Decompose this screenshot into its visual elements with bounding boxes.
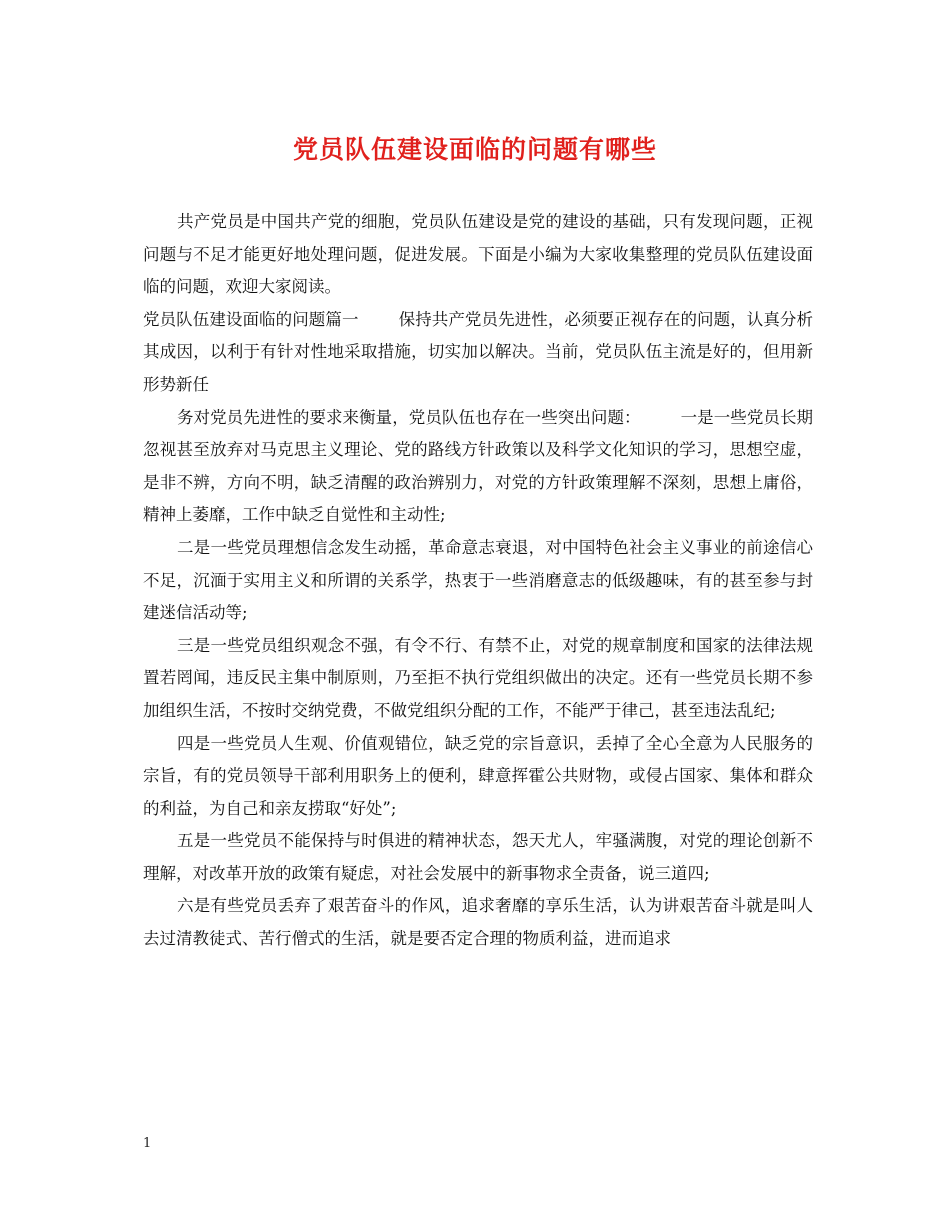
page-number: 1 (143, 1136, 152, 1151)
paragraph-problem-four: 四是一些党员人生观、价值观错位，缺乏党的宗旨意识，丢掉了全心全意为人民服务的宗旨，有的党员领导干部利用职务上的便利，肆意挥霍公共财物，或侵占国家、集体和群众的利益，为自己和亲友捞取“好处”; (143, 733, 813, 818)
paragraph-problem-two: 二是一些党员理想信念发生动摇，革命意志衰退，对中国特色社会主义事业的前途信心不足，沉湎于实用主义和所谓的关系学，热衷于一些消磨意志的低级趣味，有的甚至参与封建迷信活动等; (143, 537, 813, 623)
section-label: 党员队伍建设面临的问题篇一 (143, 309, 359, 329)
document-title: 党员队伍建设面临的问题有哪些 (292, 135, 657, 164)
section-one-text: 保持共产党员先进性，必须要正视存在的问题，认真分析其成因，以利于有针对性地采取措施，切实加以解决。当前，党员队伍主流是好的，但用新形势新任 (143, 309, 814, 394)
paragraph-problems-intro (143, 402, 813, 532)
document-body (143, 206, 813, 956)
paragraph-problem-three: 三是一些党员组织观念不强，有令不行、有禁不止，对党的规章制度和国家的法律法规置若罔闻，违反民主集中制原则，乃至拒不执行党组织做出的决定。还有一些党员长期不参加组织生活，不按时交纳党费，不做党组织分配的工作，不能严于律己，甚至违法乱纪; (143, 635, 813, 720)
problem-one-text: 一是一些党员长期忽视甚至放弃对马克思主义理论、党的路线方针政策以及科学文化知识的学习，思想空虚，是非不辨，方向不明，缺乏清醒的政治辨别力，对党的方针政策理解不深刻，思想上庸俗，精神上萎靡，工作中缺乏自觉性和主动性; (143, 407, 814, 525)
paragraph-problem-five: 五是一些党员不能保持与时俱进的精神状态，怨天尤人，牢骚满腹，对党的理论创新不理解，对改革开放的政策有疑虑，对社会发展中的新事物求全责备，说三道四; (143, 831, 813, 883)
paragraph-problem-six: 六是有些党员丢弃了艰苦奋斗的作风，追求奢靡的享乐生活，认为讲艰苦奋斗就是叫人去过清教徒式、苦行僧式的生活，就是要否定合理的物质利益，进而追求 (143, 896, 813, 949)
problems-intro-text: 务对党员先进性的要求来衡量，党员队伍也存在一些突出问题： (177, 407, 641, 427)
paragraph-section-one (143, 304, 813, 402)
paragraph-intro: 共产党员是中国共产党的细胞，党员队伍建设是党的建设的基础，只有发现问题，正视问题与不足才能更好地处理问题，促进发展。下面是小编为大家收集整理的党员队伍建设面临的问题，欢迎大家阅读。 (143, 212, 813, 297)
